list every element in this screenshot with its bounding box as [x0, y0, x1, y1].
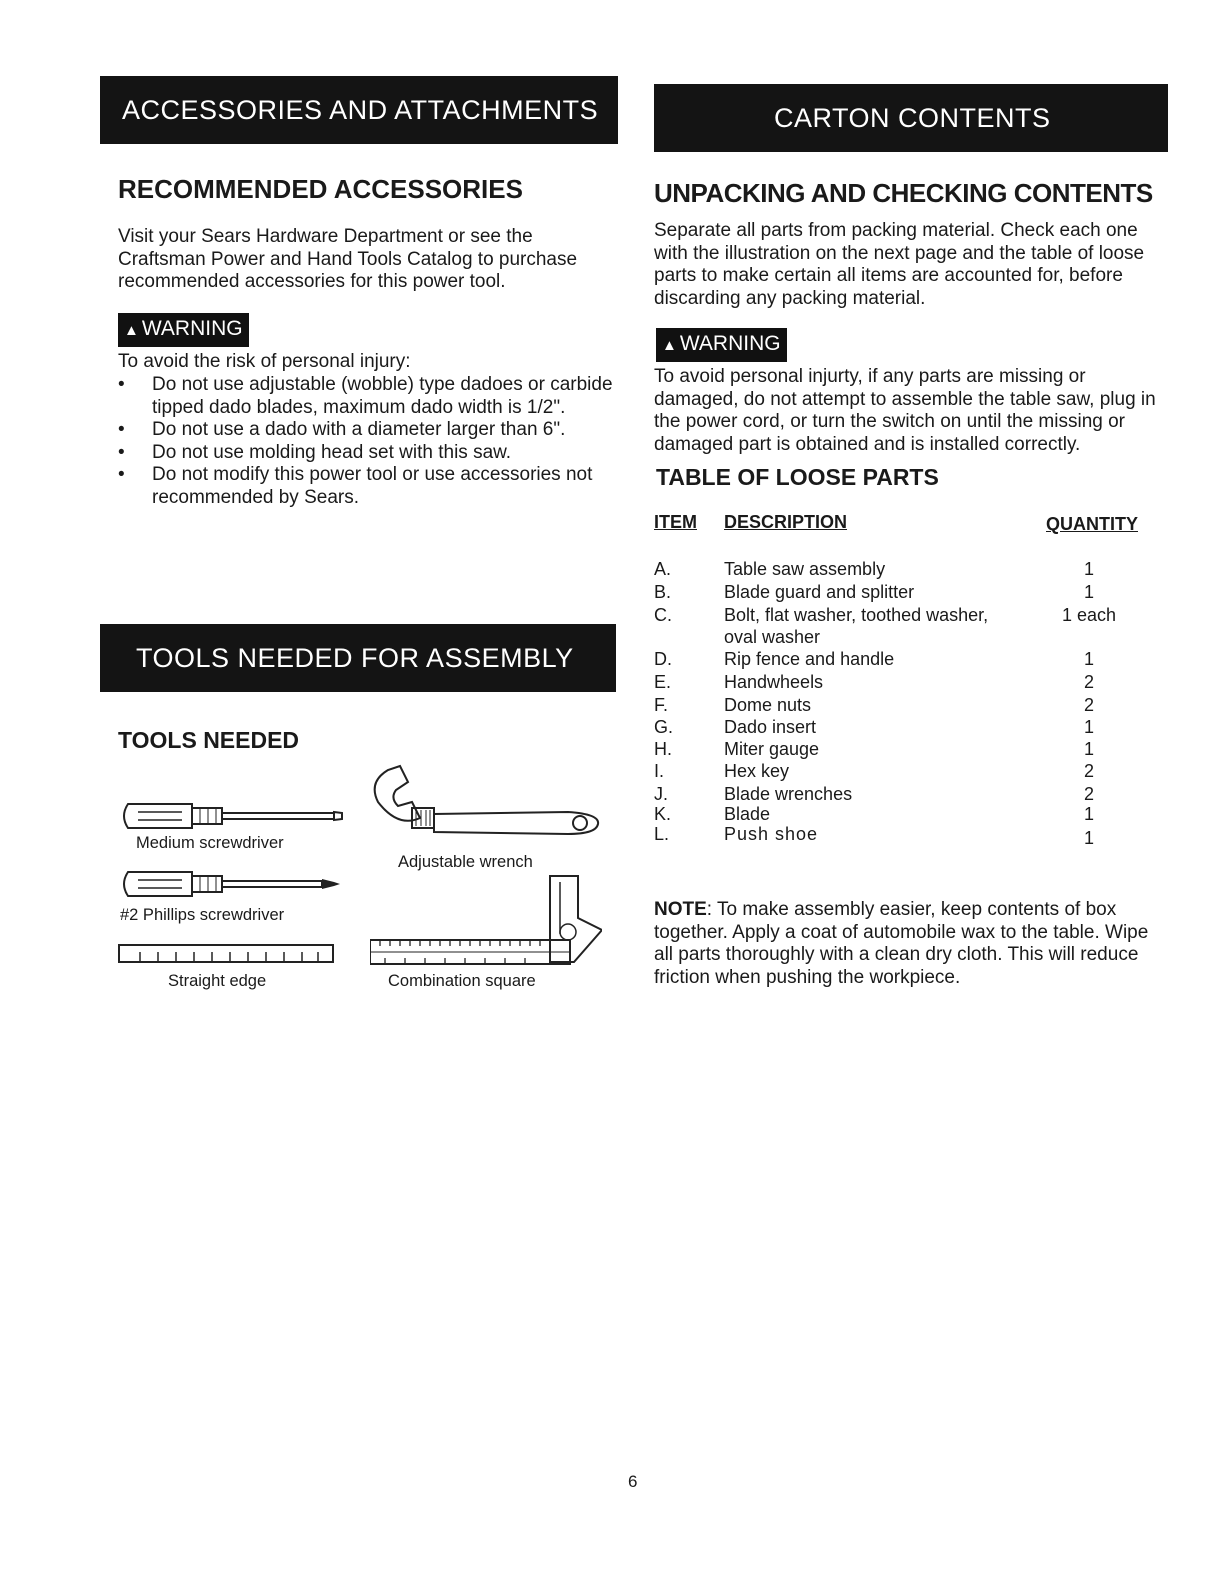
- warning-label-text: WARNING: [679, 332, 781, 355]
- page-number: 6: [628, 1472, 638, 1491]
- unpacking-title: UNPACKING AND CHECKING CONTENTS: [654, 178, 1153, 208]
- medium-screwdriver-caption: Medium screwdriver: [136, 834, 284, 852]
- warning-label-left: [118, 313, 249, 347]
- part-description: Push shoe: [724, 824, 819, 844]
- note-text: : To make assembly easier, keep contents of box together. Apply a coat of automobile wax to the table. Wipe all parts thoroughly with a clean dry cloth. This will reduce friction when pushing the workpiece.: [654, 899, 1149, 988]
- header-description: DESCRIPTION: [724, 512, 848, 532]
- part-item: L.: [654, 824, 670, 844]
- part-item: D.: [654, 649, 672, 669]
- warning-bullet: • Do not use adjustable (wobble) type dadoes or carbide tipped dado blades, maximum dado width is 1/2".: [118, 374, 618, 419]
- recommended-accessories-text: Visit your Sears Hardware Department or see the Craftsman Power and Hand Tools Catalog to purchase recommended accessories for this power tool.: [118, 226, 578, 292]
- warning-intro: To avoid the risk of personal injury:: [118, 351, 411, 372]
- warning-bullet-list: [118, 374, 618, 509]
- part-description: Hex key: [724, 761, 790, 781]
- part-description: Blade guard and splitter: [724, 582, 915, 602]
- part-description: Dome nuts: [724, 695, 812, 715]
- part-quantity: 1: [1083, 582, 1094, 602]
- part-item: C.: [654, 605, 672, 625]
- part-description: Miter gauge: [724, 739, 820, 759]
- table-of-loose-parts-title: TABLE OF LOOSE PARTS: [656, 464, 939, 490]
- warning-text-right: To avoid personal injurty, if any parts are missing or damaged, do not attempt to assemble the table saw, plug in the power cord, or turn the switch on until the missing or damaged part is obtained and is installed correctly.: [654, 366, 1156, 455]
- part-item: H.: [654, 739, 672, 759]
- warning-label-text: WARNING: [141, 317, 243, 340]
- banner-carton-contents: [654, 84, 1168, 152]
- phillips-screwdriver-caption: #2 Phillips screwdriver: [120, 906, 285, 924]
- warning-label-right: [656, 328, 787, 362]
- warning-triangle-icon: ▲: [124, 322, 139, 339]
- banner-accessories-and-attachments: [100, 76, 618, 144]
- part-description: Blade: [724, 804, 771, 824]
- part-quantity: 1: [1083, 559, 1094, 579]
- part-item: I.: [654, 761, 665, 781]
- unpacking-text: Separate all parts from packing material. Check each one with the illustration on the next page and the table of loose parts to make certain all items are accounted for, before discarding any packing material.: [654, 220, 1145, 309]
- part-quantity: 1: [1083, 649, 1094, 669]
- warning-bullet: • Do not use molding head set with this saw.: [118, 442, 618, 465]
- part-quantity: 1: [1083, 828, 1094, 848]
- part-quantity: 1: [1083, 739, 1094, 759]
- part-item: F.: [654, 695, 669, 715]
- warning-triangle-icon: ▲: [662, 337, 677, 354]
- adjustable-wrench-caption: Adjustable wrench: [398, 853, 533, 871]
- phillips-screwdriver-icon: [120, 868, 345, 900]
- part-quantity: 2: [1083, 672, 1094, 692]
- part-description: Blade wrenches: [724, 784, 853, 804]
- part-description: Rip fence and handle: [724, 649, 895, 669]
- banner-carton-label: CARTON CONTENTS: [774, 102, 1051, 133]
- straight-edge-caption: Straight edge: [168, 972, 267, 990]
- warning-bullet: • Do not modify this power tool or use accessories not recommended by Sears.: [118, 464, 618, 509]
- note-paragraph: [654, 899, 1164, 989]
- banner-tools-needed-for-assembly: [100, 624, 616, 692]
- part-quantity: 1: [1083, 717, 1094, 737]
- part-item: J.: [654, 784, 669, 804]
- part-item: E.: [654, 672, 672, 692]
- part-quantity: 1: [1083, 804, 1094, 824]
- part-quantity: 2: [1083, 695, 1094, 715]
- tools-needed-title: TOOLS NEEDED: [118, 727, 300, 753]
- header-item: ITEM: [654, 512, 697, 532]
- banner-tools-label: TOOLS NEEDED FOR ASSEMBLY: [136, 642, 574, 673]
- part-quantity: 2: [1083, 761, 1094, 781]
- part-item: K.: [654, 804, 672, 824]
- combination-square-caption: Combination square: [388, 972, 536, 990]
- adjustable-wrench-icon: [368, 762, 603, 844]
- part-description: Handwheels: [724, 672, 824, 692]
- part-item: B.: [654, 582, 672, 602]
- part-item: G.: [654, 717, 674, 737]
- combination-square-icon: [370, 874, 602, 968]
- part-quantity: 1 each: [1061, 605, 1117, 625]
- part-quantity: 2: [1083, 784, 1094, 804]
- recommended-accessories-title: RECOMMENDED ACCESSORIES: [118, 174, 523, 204]
- banner-accessories-label: ACCESSORIES AND ATTACHMENTS: [122, 94, 599, 125]
- part-description: Table saw assembly: [724, 559, 886, 579]
- medium-screwdriver-icon: [120, 800, 345, 832]
- part-item: A.: [654, 559, 672, 579]
- part-description: Bolt, flat washer, toothed washer, oval washer: [724, 605, 989, 647]
- warning-bullet: • Do not use a dado with a diameter larger than 6".: [118, 419, 618, 442]
- straight-edge-icon: [118, 944, 336, 964]
- note-label: NOTE: [654, 899, 707, 920]
- header-quantity: QUANTITY: [1046, 514, 1138, 534]
- part-description: Dado insert: [724, 717, 817, 737]
